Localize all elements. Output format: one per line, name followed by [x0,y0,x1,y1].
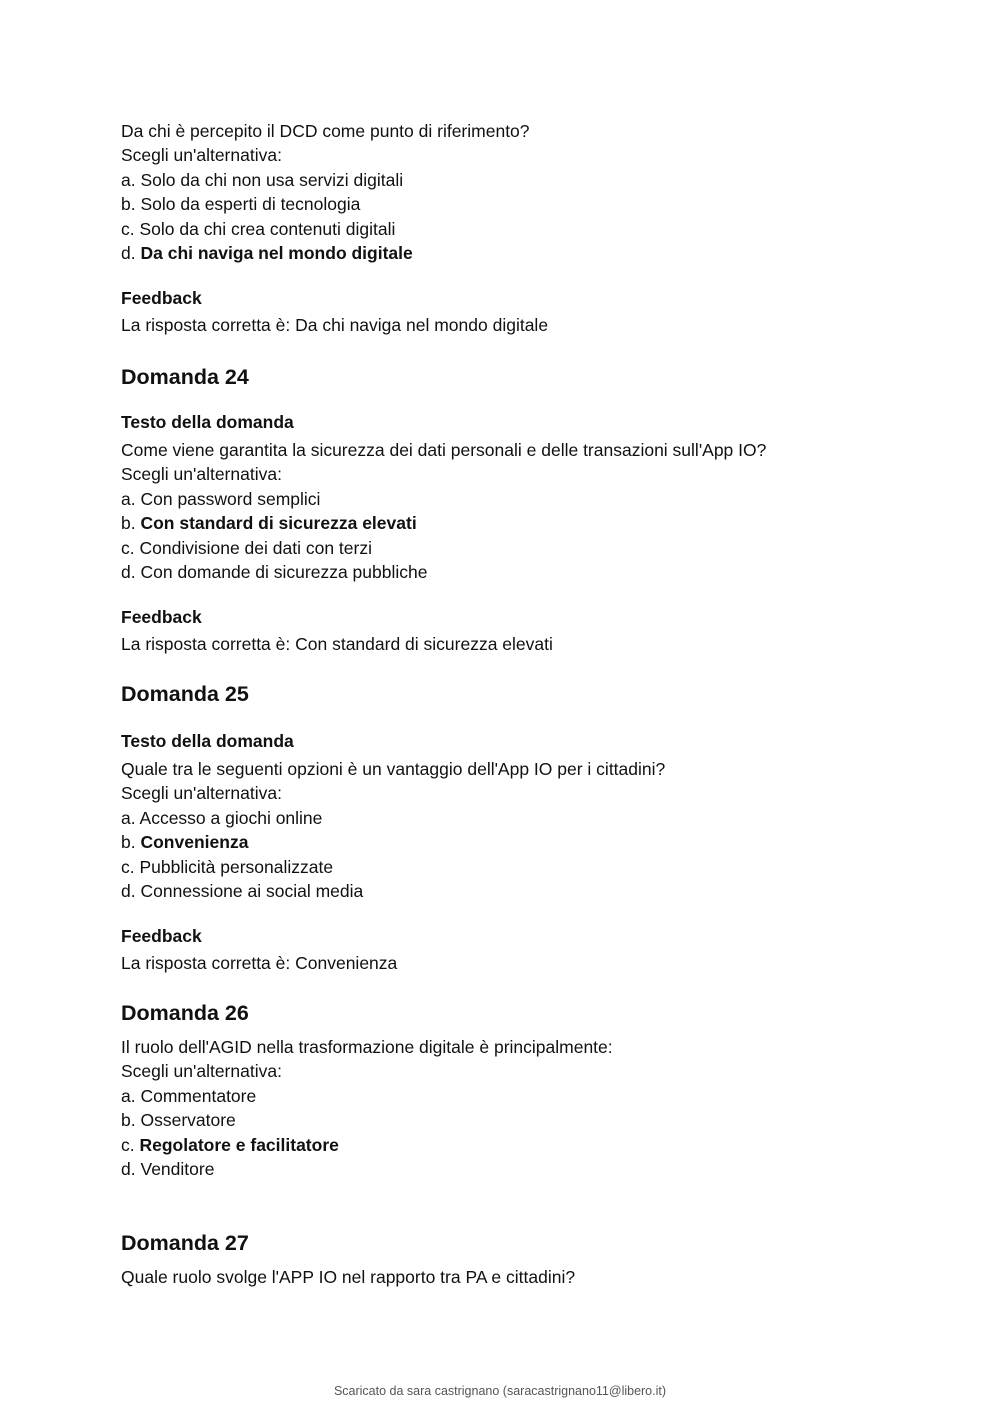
question-text: Da chi è percepito il DCD come punto di riferimento? [121,121,530,141]
option-a: a. Con password semplici [121,488,321,509]
question-24-body [121,410,941,584]
option-b: b. Solo da esperti di tecnologia [121,194,361,215]
feedback-23 [121,286,941,337]
option-c: c. Condivisione dei dati con terzi [121,537,372,558]
question-27-body [121,1265,941,1289]
question-heading: Domanda 25 [121,682,249,706]
answer-prompt: Scegli un'alternativa: [121,1061,282,1082]
question-subtitle: Testo della domanda [121,412,294,432]
option-c: c. Pubblicità personalizzate [121,856,334,877]
question-25-body [121,729,941,903]
option-c: c. Solo da chi crea contenuti digitali [121,218,396,239]
feedback-label: Feedback [121,288,202,308]
option-a: a. Solo da chi non usa servizi digitali [121,169,404,190]
question-heading: Domanda 27 [121,1231,249,1255]
option-b-correct: b. Convenienza [121,832,249,853]
question-25 [121,680,941,708]
option-c-correct: c. Regolatore e facilitatore [121,1134,339,1155]
option-d: d. Connessione ai social media [121,881,364,902]
question-23 [121,119,941,265]
feedback-25 [121,924,941,975]
option-b: b. Osservatore [121,1110,236,1131]
feedback-24 [121,605,941,656]
answer-prompt: Scegli un'alternativa: [121,464,282,485]
option-b-correct: b. Con standard di sicurezza elevati [121,513,417,534]
question-24 [121,363,941,391]
option-d: d. Venditore [121,1159,215,1180]
question-subtitle: Testo della domanda [121,731,294,751]
feedback-label: Feedback [121,607,202,627]
question-heading: Domanda 24 [121,365,249,389]
question-text: Quale ruolo svolge l'APP IO nel rapporto tra PA e cittadini? [121,1267,576,1287]
option-a: a. Accesso a giochi online [121,807,323,828]
question-26 [121,999,941,1027]
question-heading: Domanda 26 [121,1001,249,1025]
download-footer: Scaricato da sara castrignano (saracastrignano11@libero.it) [333,1384,667,1398]
option-d: d. Con domande di sicurezza pubbliche [121,562,428,583]
feedback-label: Feedback [121,926,202,946]
feedback-text: La risposta corretta è: Da chi naviga nel mondo digitale [121,315,549,335]
question-text: Quale tra le seguenti opzioni è un vantaggio dell'App IO per i cittadini? [121,759,666,779]
answer-prompt: Scegli un'alternativa: [121,145,282,166]
option-d-correct: d. Da chi naviga nel mondo digitale [121,243,413,264]
question-26-body [121,1035,941,1181]
answer-prompt: Scegli un'alternativa: [121,783,282,804]
question-text: Il ruolo dell'AGID nella trasformazione digitale è principalmente: [121,1037,613,1057]
feedback-text: La risposta corretta è: Con standard di sicurezza elevati [121,634,553,654]
question-27 [121,1229,941,1257]
option-a: a. Commentatore [121,1085,257,1106]
feedback-text: La risposta corretta è: Convenienza [121,953,398,973]
question-text: Come viene garantita la sicurezza dei dati personali e delle transazioni sull'App IO? [121,440,767,460]
